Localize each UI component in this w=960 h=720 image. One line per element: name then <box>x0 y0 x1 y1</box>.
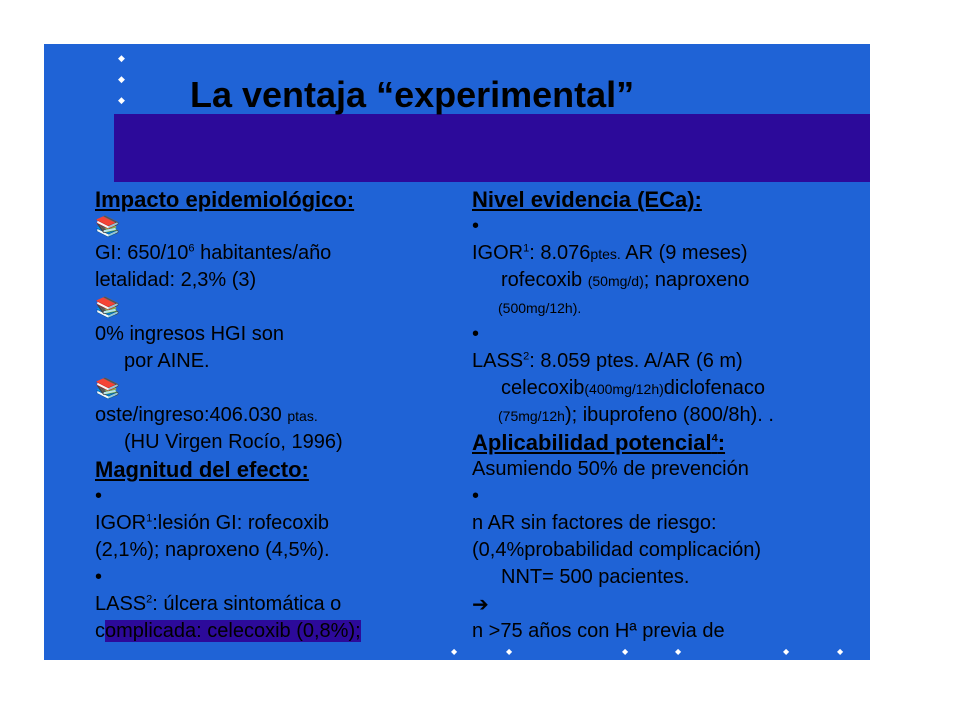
aplicabilidad-line: (0,4%probabilidad complicación) <box>472 539 762 561</box>
arrow-right-icon: ➔ <box>472 592 489 616</box>
heading-impacto: Impacto epidemiológico: <box>95 187 355 212</box>
heading-nivel-evidencia: Nivel evidencia (ECa): <box>472 187 702 212</box>
aplicabilidad-line: Asumiendo 50% de prevención <box>472 458 749 480</box>
impacto-line: 0% ingresos HGI son <box>95 323 284 345</box>
book-icon: 📚 <box>95 214 120 238</box>
magnitud-line: (2,1%); naproxeno (4,5%). <box>95 539 330 561</box>
bullet-icon: • <box>95 485 103 507</box>
evidencia-line: (75mg/12h); ibuprofeno (800/8h). . <box>498 404 774 426</box>
evidencia-line: IGOR$^1$: 8.076ptes. AR (9 meses) <box>472 242 748 264</box>
slide <box>44 44 870 660</box>
bullet-diamond-icon: ◆ <box>118 95 125 105</box>
highlighted-text: omplicada: celecoxib (0,8%); <box>105 620 361 642</box>
evidencia-line: celecoxib(400mg/12h)diclofenaco <box>501 377 765 399</box>
aplicabilidad-line: n AR sin factores de riesgo: <box>472 512 717 534</box>
bullet-icon: • <box>472 323 480 345</box>
magnitud-line: complicada: celecoxib (0,8%); <box>95 620 361 642</box>
diamond-icon: ◆ <box>837 647 844 656</box>
heading-aplicabilidad: Aplicabilidad potencial$^4$: <box>472 430 726 455</box>
left-column <box>95 186 480 645</box>
evidencia-line: rofecoxib (50mg/d); naproxeno <box>501 269 750 291</box>
heading-magnitud: Magnitud del efecto: <box>95 457 309 482</box>
bullet-diamond-icon: ◆ <box>118 53 125 63</box>
slide-title: La ventaja “experimental” <box>190 74 635 115</box>
right-column <box>472 186 870 645</box>
bullet-diamond-icon: ◆ <box>118 74 125 84</box>
diamond-icon: ◆ <box>506 647 513 656</box>
impacto-line: oste/ingreso:406.030 ptas. <box>95 404 318 426</box>
book-icon: 📚 <box>95 376 120 400</box>
diamond-icon: ◆ <box>783 647 790 656</box>
magnitud-line: IGOR$^1$:lesión GI: rofecoxib <box>95 512 329 534</box>
aplicabilidad-line: n >75 años con Hª previa de <box>472 620 725 642</box>
diamond-icon: ◆ <box>675 647 682 656</box>
bullet-icon: • <box>472 485 480 507</box>
impacto-line: por AINE. <box>124 350 210 372</box>
book-icon: 📚 <box>95 295 120 319</box>
impacto-line: letalidad: 2,3% (3) <box>95 269 257 291</box>
aplicabilidad-line: NNT= 500 pacientes. <box>501 566 690 588</box>
evidencia-line: (500mg/12h). <box>498 300 582 316</box>
magnitud-line: LASS$^2$: úlcera sintomática o <box>95 593 342 615</box>
diamond-icon: ◆ <box>451 647 458 656</box>
impacto-line: GI: $650/10^6$ habitantes/año <box>95 242 332 264</box>
bullet-icon: • <box>472 215 480 237</box>
bullet-icon: • <box>95 566 103 588</box>
evidencia-line: LASS$^2$: 8.059 ptes. A/AR (6 m) <box>472 350 743 372</box>
title-band <box>114 114 870 182</box>
diamond-icon: ◆ <box>622 647 629 656</box>
impacto-line: (HU Virgen Rocío, 1996) <box>124 431 343 453</box>
